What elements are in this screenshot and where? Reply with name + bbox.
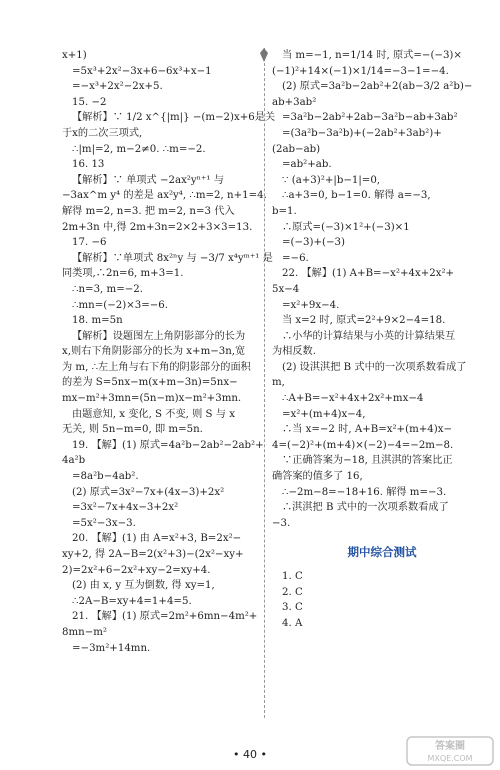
text-line: =−3m²+14mn. bbox=[72, 642, 151, 654]
text-line: =(3a²b−3a²b)+(−2ab²+3ab²)+ bbox=[282, 127, 442, 139]
right-column-body bbox=[272, 48, 492, 531]
text-line: ∴小华的计算结果与小英的计算结果互 bbox=[282, 330, 456, 342]
text-line: (2) 设淇淇把 B 式中的一次项系数看成了 bbox=[282, 361, 467, 373]
text-line: =x²+9x−4. bbox=[282, 299, 340, 311]
text-line: 当 x=2 时, 原式=2²+9×2−4=18. bbox=[282, 315, 446, 327]
section-title: 期中综合测试 bbox=[347, 545, 417, 560]
text-line: 19. 【解】(1) 原式=4a²b−2ab²−2ab²+ bbox=[72, 439, 264, 451]
right-column bbox=[272, 48, 492, 631]
text-line: =5x³+2x²−3x+6−6x³+x−1 bbox=[72, 65, 212, 77]
text-line: 【解析】设题图左上角阴影部分的长为 bbox=[72, 330, 246, 342]
text-line: 15. −2 bbox=[72, 96, 107, 108]
text-line: −3ax^m y⁴ 的差是 ax²y⁴, ∴m=2, n+1=4. bbox=[62, 190, 267, 202]
text-line: =−x³+2x²−2x+5. bbox=[72, 81, 163, 93]
text-line: b=1. bbox=[272, 205, 297, 217]
text-line: ∴mn=(−2)×3=−6. bbox=[72, 299, 169, 311]
text-line: 解得 m=2, n=3. 把 m=2, n=3 代入 bbox=[62, 205, 235, 217]
text-line: ab+3ab² bbox=[272, 96, 317, 108]
watermark-logo bbox=[406, 736, 494, 766]
text-line: 无关, 则 5n−m=0, 即 m=5n. bbox=[62, 424, 203, 436]
left-column bbox=[62, 48, 282, 656]
text-line: =−6. bbox=[282, 252, 309, 264]
text-line: ∴当 x=−2 时, A+B=x²+(m+4)x− bbox=[282, 424, 453, 436]
text-line: ∵ (a+3)²+|b−1|=0, bbox=[282, 174, 381, 186]
text-line: 21. 【解】(1) 原式=2m²+6mn−4m²+ bbox=[72, 611, 258, 623]
text-line: =3x²−7x+4x−3+2x² bbox=[72, 502, 179, 514]
text-line: 同类项,∴2n=6, m+3=1. bbox=[62, 268, 184, 280]
text-line: (2) 由 x, y 互为倒数, 得 xy=1, bbox=[72, 580, 215, 592]
answer-item: 3. C bbox=[282, 602, 303, 614]
text-line: 18. m=5n bbox=[72, 315, 123, 327]
text-line: 的差为 S=5nx−m(x+m−3n)=5nx− bbox=[62, 377, 238, 389]
text-line: ∵正确答案为−18, 且淇淇的答案比正 bbox=[282, 455, 453, 467]
text-line: (−1)²+14×(−1)×1/14=−3−1=−4. bbox=[272, 65, 449, 77]
page-number: • 40 • bbox=[233, 748, 267, 761]
text-line: (2ab−ab) bbox=[272, 143, 321, 155]
text-line: ∴n=3, m=−2. bbox=[72, 283, 143, 295]
text-line: 由题意知, x 变化, S 不变, 则 S 与 x bbox=[72, 408, 235, 420]
text-line: 为 m, ∴左上角与右下角的阴影部分的面积 bbox=[62, 361, 251, 373]
text-line: 16. 13 bbox=[72, 159, 105, 171]
text-line: 8mn−m² bbox=[62, 626, 107, 638]
text-line: 【解析】∵ 单项式 −2ax²yⁿ⁺¹ 与 bbox=[72, 174, 224, 186]
text-line: 20. 【解】(1) 由 A=x²+3, B=2x²− bbox=[72, 533, 242, 545]
text-line: m, bbox=[272, 377, 285, 389]
svg-text:MXQE.COM: MXQE.COM bbox=[427, 754, 473, 763]
text-line: xy+2, 得 2A−B=2(x²+3)−(2x²−xy+ bbox=[62, 549, 244, 560]
text-line: =(−3)+(−3) bbox=[282, 237, 346, 249]
svg-text:答案圈: 答案圈 bbox=[435, 741, 465, 752]
text-line: 确答案的值多了 16, bbox=[272, 471, 363, 483]
text-line: =5x²−3x−3. bbox=[72, 517, 136, 529]
text-line: ∴|m|=2, m−2≠0. ∴m=−2. bbox=[72, 143, 206, 155]
text-line: x,则右下角阴影部分的长为 x+m−3n,宽 bbox=[62, 346, 246, 358]
text-line: 2m+3n 中,得 2m+3n=2×2+3×3=13. bbox=[62, 221, 253, 233]
text-line: =ab²+ab. bbox=[282, 159, 332, 171]
text-line: (2) 原式=3x²−7x+(4x−3)+2x² bbox=[72, 486, 225, 498]
text-line: ∴A+B=−x²+4x+2x²+mx−4 bbox=[282, 393, 424, 405]
text-line: =3a²b−2ab²+2ab−3a²b−ab+3ab² bbox=[282, 112, 458, 124]
text-line: 17. −6 bbox=[72, 237, 107, 249]
text-line: ∴a+3=0, b−1=0. 解得 a=−3, bbox=[282, 190, 431, 202]
text-line: 4a²b bbox=[62, 455, 86, 467]
text-line: ∴−2m−8=−18+16. 解得 m=−3. bbox=[282, 486, 447, 498]
text-line: =x²+(m+4)x−4, bbox=[282, 408, 366, 420]
answer-list bbox=[272, 569, 492, 631]
answer-item: 1. C bbox=[282, 571, 303, 582]
text-line: x+1) bbox=[62, 50, 87, 61]
text-line: −3. bbox=[272, 517, 291, 529]
text-line: 5x−4 bbox=[272, 283, 300, 295]
text-line: (2) 原式=3a²b−2ab²+2(ab−3/2 a²b)− bbox=[282, 81, 473, 93]
text-line: 当 m=−1, n=1/14 时, 原式=−(−3)× bbox=[282, 50, 462, 61]
text-line: =8a²b−4ab². bbox=[72, 471, 139, 483]
text-line: 【解析】∵ 1/2 x^{|m|} −(m−2)x+6是关 bbox=[72, 112, 276, 124]
text-line: 【解析】∵单项式 8x²ⁿy 与 −3/7 x⁴yᵐ⁺¹ 是 bbox=[72, 252, 273, 264]
text-line: ∴淇淇把 B 式中的一次项系数看成了 bbox=[282, 502, 449, 514]
text-line: 22. 【解】(1) A+B=−x²+4x+2x²+ bbox=[282, 268, 455, 280]
text-line: 为相反数. bbox=[272, 346, 316, 358]
answer-item: 2. C bbox=[282, 586, 303, 598]
text-line: ∴2A−B=xy+4=1+4=5. bbox=[72, 595, 192, 607]
text-line: 于x的二次三项式, bbox=[62, 127, 143, 139]
text-line: 4=(−2)²+(m+4)×(−2)−4=−2m−8. bbox=[272, 439, 454, 451]
answer-item: 4. A bbox=[282, 617, 303, 629]
text-line: mx−m²+3mn=(5n−m)x−m²+3mn. bbox=[62, 393, 242, 405]
text-line: 2)=2x²+6−2x²+xy−2=xy+4. bbox=[62, 564, 211, 576]
text-line: ∴原式=(−3)×1²+(−3)×1 bbox=[282, 221, 410, 233]
